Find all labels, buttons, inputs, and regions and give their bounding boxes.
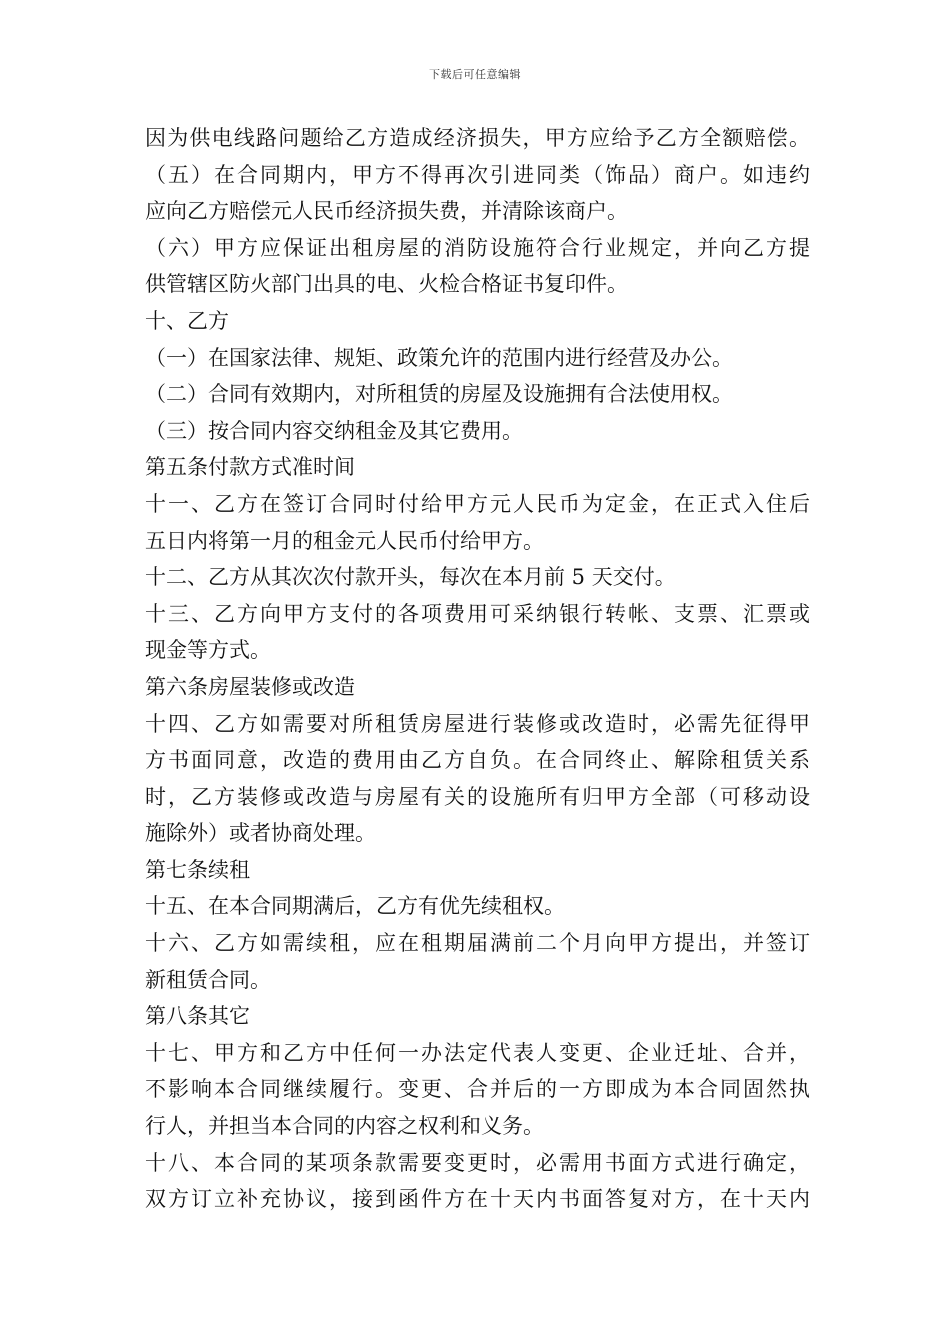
text-line: 十七、甲方和乙方中任何一办法定代表人变更、企业迁址、合并， (145, 1040, 810, 1065)
text-line: 十、乙方 (145, 308, 229, 333)
text-line: 因为供电线路问题给乙方造成经济损失，甲方应给予乙方全额赔偿。 (145, 126, 810, 150)
text-line: 第八条其它 (145, 1004, 250, 1029)
text-line: 供管辖区防火部门出具的电、火检合格证书复印件。 (145, 272, 628, 297)
text-line: 方书面同意，改造的费用由乙方自负。在合同终止、解除租赁关系 (145, 748, 810, 773)
text-line: 五日内将第一月的租金元人民币付给甲方。 (145, 528, 544, 553)
text-line: 应向乙方赔偿元人民币经济损失费，并清除该商户。 (145, 199, 628, 224)
text-line: 十一、乙方在签订合同时付给甲方元人民币为定金，在正式入住后 (145, 491, 810, 516)
text-line: （一）在国家法律、规矩、政策允许的范围内进行经营及办公。 (145, 345, 733, 370)
text-line: 十二、乙方从其次次付款开头，每次在本月前 5 天交付。 (145, 565, 676, 590)
text-line: 施除外）或者协商处理。 (145, 821, 376, 846)
text-line: 十六、乙方如需续租，应在租期届满前二个月向甲方提出，并签订 (145, 931, 810, 956)
page-header-note: 下载后可任意编辑 (429, 68, 521, 81)
text-line: 双方订立补充协议，接到函件方在十天内书面答复对方，在十天内 (145, 1187, 810, 1212)
document-body (145, 120, 810, 1218)
text-line: 十四、乙方如需要对所租赁房屋进行装修或改造时，必需先征得甲 (145, 711, 810, 736)
text-line: 十五、在本合同期满后，乙方有优先续租权。 (145, 894, 565, 919)
text-line: 十三、乙方向甲方支付的各项费用可采纳银行转帐、支票、汇票或 (145, 601, 810, 626)
text-line: 十八、本合同的某项条款需要变更时，必需用书面方式进行确定， (145, 1150, 810, 1175)
text-line: 第五条付款方式准时间 (145, 455, 355, 480)
text-line: 时，乙方装修或改造与房屋有关的设施所有归甲方全部（可移动设 (145, 784, 810, 809)
text-line: 第六条房屋装修或改造 (145, 674, 355, 699)
text-line: （五）在合同期内，甲方不得再次引进同类（饰品）商户。如违约 (145, 162, 810, 187)
text-line: （三）按合同内容交纳租金及其它费用。 (145, 418, 523, 443)
text-line: 第七条续租 (145, 857, 250, 882)
text-line: （六）甲方应保证出租房屋的消防设施符合行业规定，并向乙方提 (145, 235, 810, 260)
text-line: 不影响本合同继续履行。变更、合并后的一方即成为本合同固然执 (145, 1077, 810, 1102)
text-line: 现金等方式。 (145, 638, 271, 663)
text-line: （二）合同有效期内，对所租赁的房屋及设施拥有合法使用权。 (145, 382, 733, 407)
text-line: 新租赁合同。 (145, 967, 271, 992)
text-line: 行人，并担当本合同的内容之权利和义务。 (145, 1114, 544, 1139)
